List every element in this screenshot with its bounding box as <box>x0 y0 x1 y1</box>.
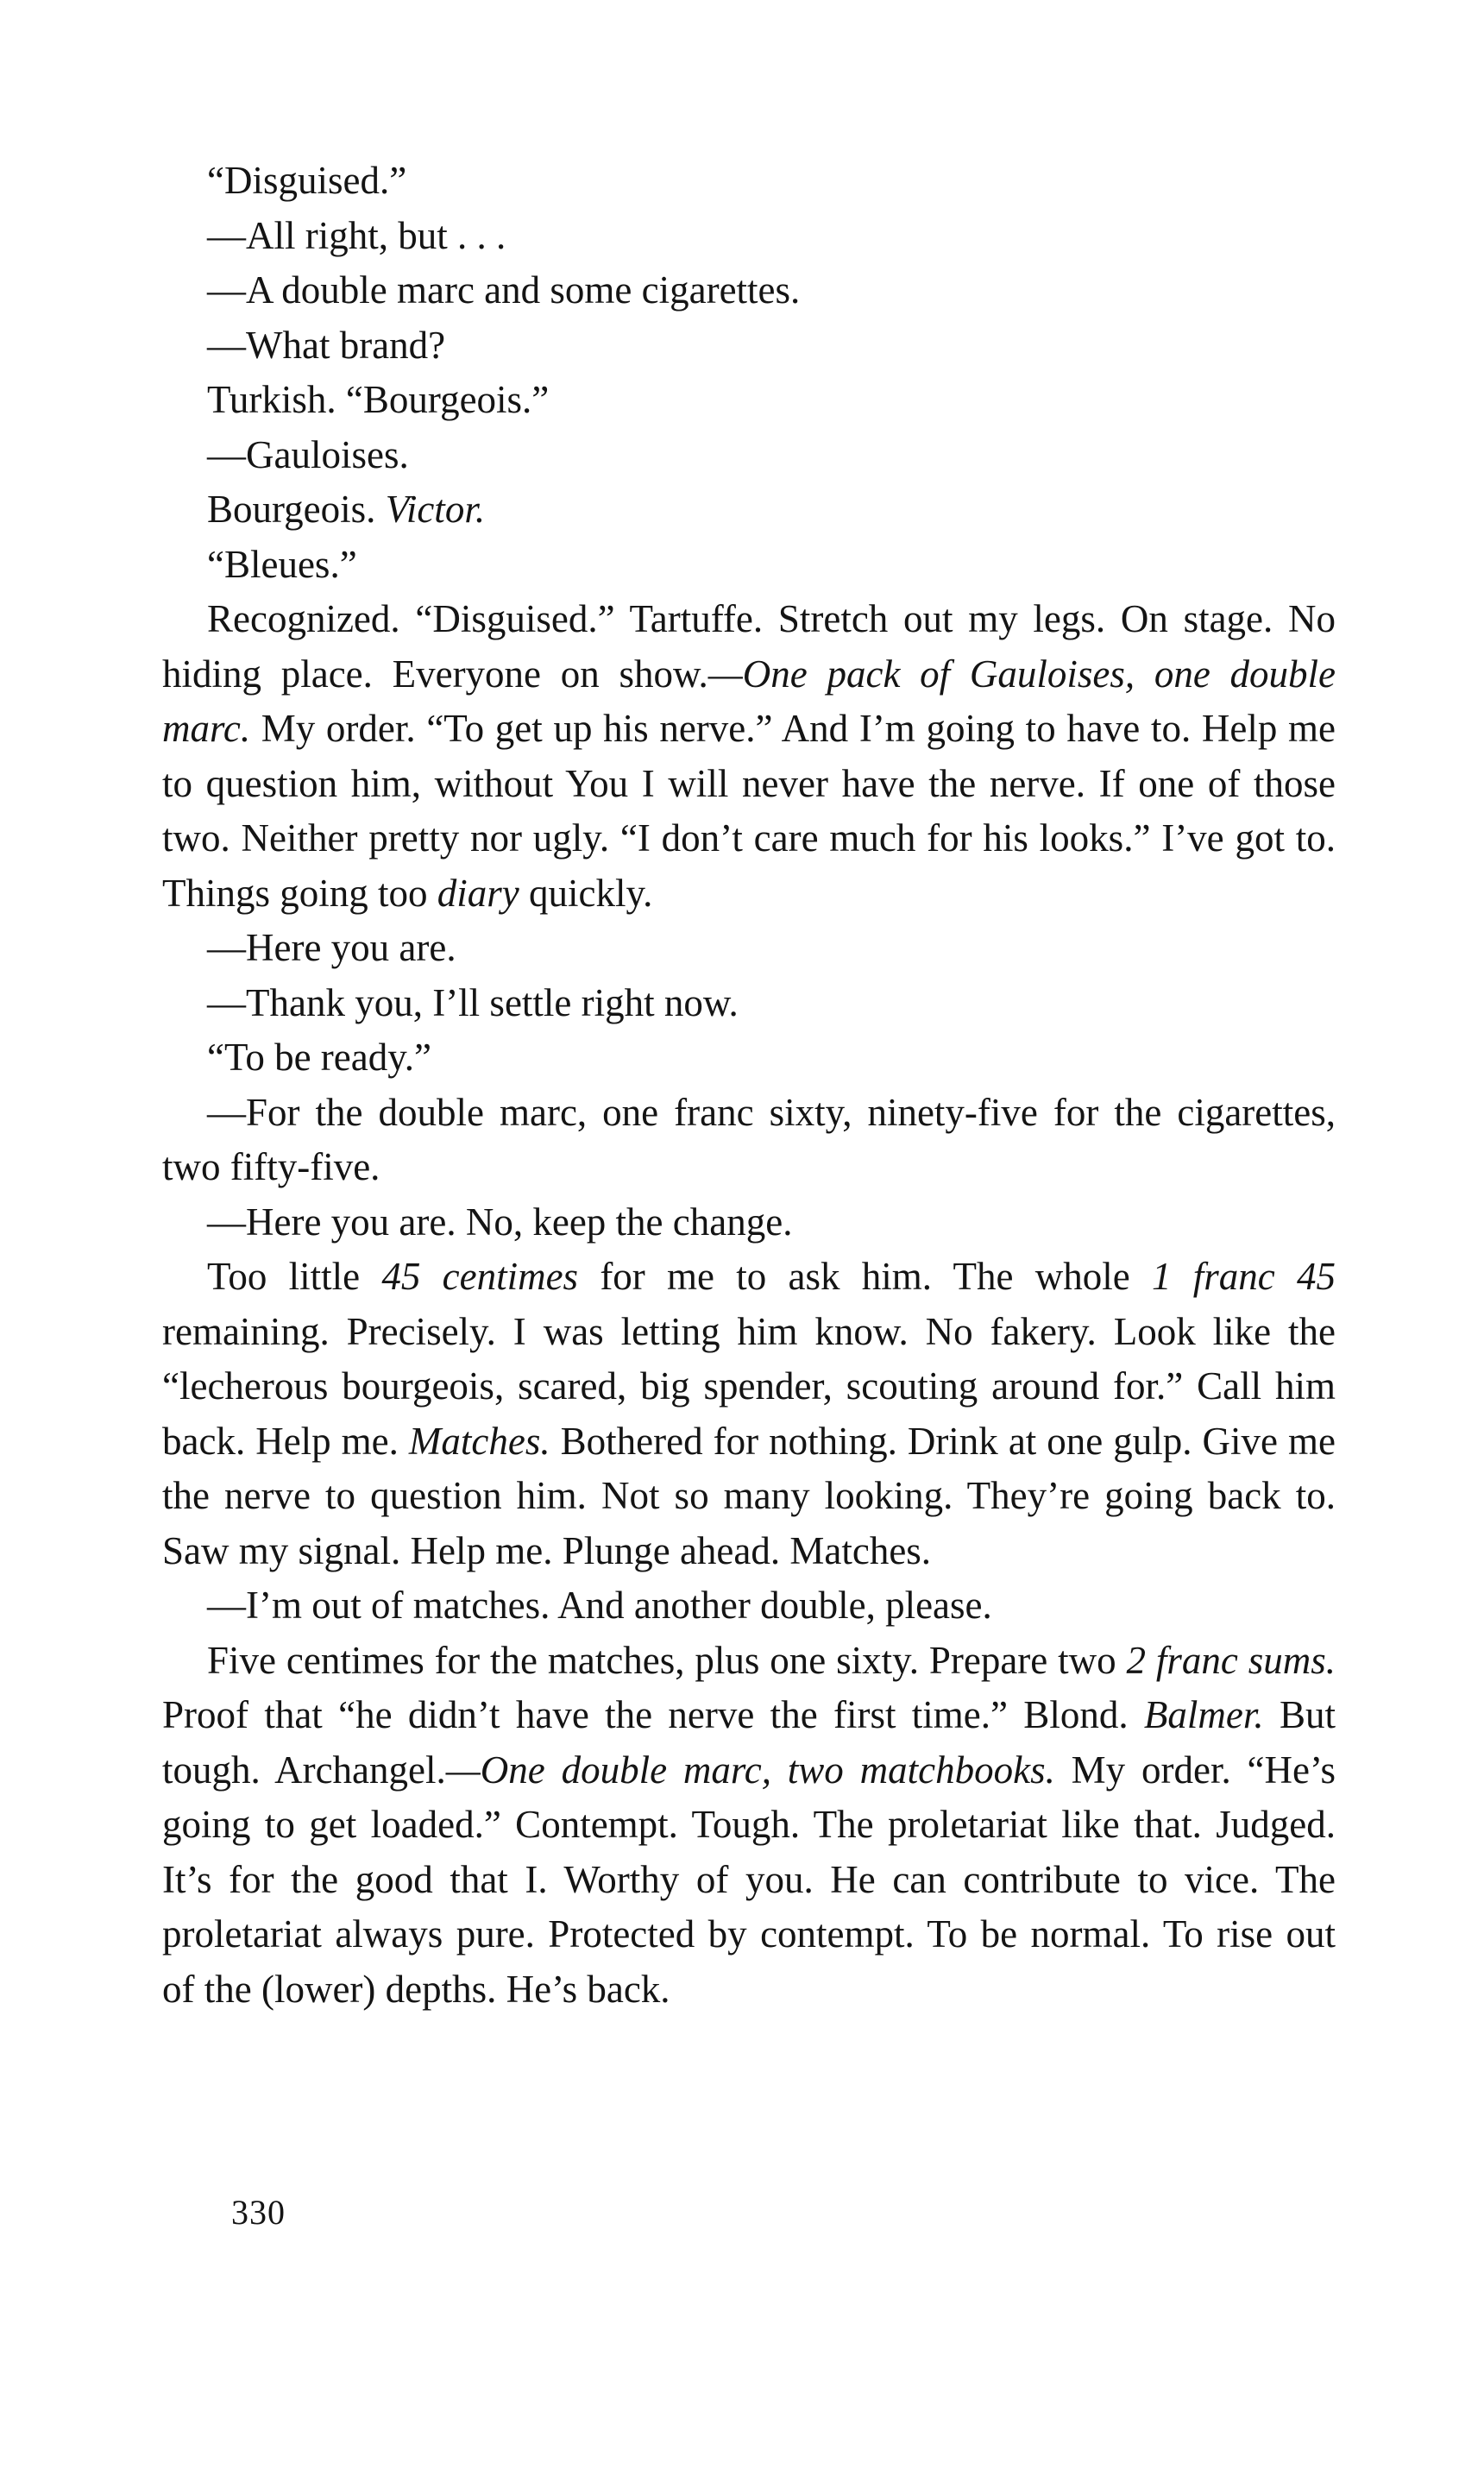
page-number: 330 <box>231 2193 286 2232</box>
text-run: My order. “To get up his nerve.” And I’m going to have to. Help me to question him, without You I will never have the nerve. If one of those two. Neither pretty nor ugly. “I don’t care much for his looks.” I’ve got to. Things going too <box>162 707 1336 915</box>
italic-text: diary <box>437 871 519 915</box>
text-run: Bothered for nothing. Drink at one gulp. Give me the nerve to question him. Not so many looking. They’re going back to. Saw my signal. Help me. Plunge ahead. Matches. <box>162 1419 1336 1572</box>
italic-text: Balmer. <box>1143 1693 1264 1736</box>
paragraph <box>162 263 1336 318</box>
text-run: —Here you are. No, keep the change. <box>207 1200 793 1244</box>
text-run: My order. “He’s going to get loaded.” Contempt. Tough. The proletariat like that. Judged. It’s for the good that I. Worthy of you. He can contribute to vice. The proletariat always pure. Protected by contempt. To be normal. To rise out of the (lower) depths. He’s back. <box>162 1748 1336 2011</box>
text-run: Five centimes for the matches, plus one sixty. Prepare two <box>207 1638 1127 1682</box>
italic-text: 45 centimes <box>381 1255 579 1298</box>
italic-text: —One pack of Gauloises, one double marc. <box>162 652 1336 750</box>
italic-text: Victor. <box>385 488 486 531</box>
text-run: —A double marc and some cigarettes. <box>207 268 801 312</box>
paragraph <box>162 1634 1336 2018</box>
paragraph <box>162 318 1336 374</box>
paragraph <box>162 1250 1336 1578</box>
paragraph <box>162 209 1336 264</box>
paragraph <box>162 1195 1336 1250</box>
text-run: for me to ask him. The whole <box>578 1255 1152 1298</box>
text-run: Recognized. “Disguised.” Tartuffe. Stretch out my legs. On stage. No hiding place. Everyone on show. <box>162 597 1336 696</box>
text-run: Bourgeois. <box>207 488 386 531</box>
paragraph <box>162 921 1336 976</box>
paragraph <box>162 428 1336 483</box>
text-run: “To be ready.” <box>207 1036 432 1079</box>
italic-text: 2 franc sums. <box>1126 1638 1336 1682</box>
italic-text: Matches. <box>408 1419 550 1463</box>
paragraph <box>162 592 1336 921</box>
paragraph <box>162 1086 1336 1195</box>
italic-text: 1 franc 45 <box>1151 1255 1336 1298</box>
text-run: “Bleues.” <box>207 542 357 586</box>
text-run: —For the double marc, one franc sixty, ninety-five for the cigarettes, two fifty-five. <box>162 1090 1336 1188</box>
text-run: But tough. Archangel. <box>162 1693 1336 1792</box>
paragraph <box>162 538 1336 593</box>
paragraph <box>162 976 1336 1031</box>
text-run: quickly. <box>519 871 653 915</box>
paragraph <box>162 1030 1336 1086</box>
paragraph <box>162 373 1336 428</box>
paragraph <box>162 154 1336 209</box>
italic-text: —One double marc, two matchbooks. <box>445 1748 1055 1792</box>
paragraph <box>162 1578 1336 1634</box>
text-run: “Disguised.” <box>207 159 407 202</box>
text-run: —All right, but . . . <box>207 213 506 257</box>
text-run: —Gauloises. <box>207 432 409 476</box>
text-run: Turkish. “Bourgeois.” <box>207 378 550 421</box>
text-run: Too little <box>207 1255 382 1298</box>
text-run: —Here you are. <box>207 926 456 969</box>
paragraph <box>162 482 1336 538</box>
text-run: —What brand? <box>207 323 446 367</box>
text-run: —Thank you, I’ll settle right now. <box>207 980 739 1024</box>
text-run: Proof that “he didn’t have the nerve the first time.” Blond. <box>162 1693 1144 1736</box>
text-run: remaining. Precisely. I was letting him know. No fakery. Look like the “lecherous bourgeois, scared, big spender, scouting around for.” Call him back. Help me. <box>162 1309 1336 1463</box>
text-body <box>162 154 1336 2017</box>
text-run: —I’m out of matches. And another double, please. <box>207 1584 992 1627</box>
